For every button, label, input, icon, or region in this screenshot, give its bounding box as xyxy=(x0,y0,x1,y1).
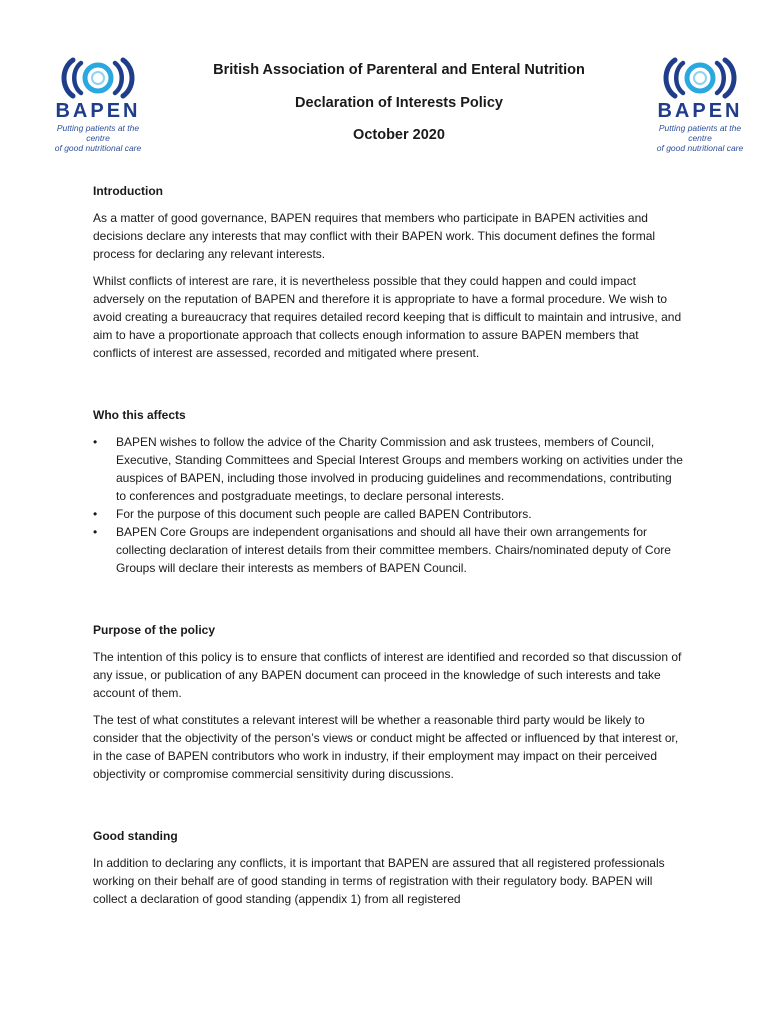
purpose-heading: Purpose of the policy xyxy=(93,623,216,637)
document-title: British Association of Parenteral and Enteral Nutrition xyxy=(213,62,585,78)
bapen-logo-left xyxy=(50,56,146,153)
logo-tagline xyxy=(50,123,146,153)
list-item-text: For the purpose of this document such people are called BAPEN Contributors. xyxy=(116,507,532,521)
list-item xyxy=(93,505,683,523)
list-item xyxy=(93,523,683,577)
logo-brand: BAPEN xyxy=(657,100,743,122)
who-heading: Who this affects xyxy=(93,408,186,422)
introduction-heading: Introduction xyxy=(93,184,163,198)
purpose-paragraph-2: The test of what constitutes a relevant interest will be whether a reasonable third party would be likely to consider that the objectivity of the person’s views or conduct might be affected or influenced by that interest or, in the case of BAPEN contributors who work in industry, if their employment may impact on their perceived objectivity or compromise commercial sensitivity during discussions. xyxy=(93,713,679,781)
bapen-emblem-icon xyxy=(661,56,739,100)
section-spacer xyxy=(93,577,683,622)
introduction-paragraph-1: As a matter of good governance, BAPEN requires that members who participate in BAPEN activities and decisions declare any interests that may conflict with their BAPEN work. This document defines the formal process for declaring any relevant interests. xyxy=(93,211,656,261)
purpose-paragraph-1: The intention of this policy is to ensure that conflicts of interest are identified and recorded so that discussion of any issue, or publication of any BAPEN document can proceed in the knowledge of such interests and take account of them. xyxy=(93,650,682,700)
standing-paragraph-1: In addition to declaring any conflicts, it is important that BAPEN are assured that all registered professionals working on their behalf are of good standing in terms of registration with their regulatory body. BAPEN will collect a declaration of good standing (appendix 1) from all registered xyxy=(93,856,665,906)
bullet-icon: • xyxy=(93,435,98,449)
document-body xyxy=(93,183,683,917)
list-item-text: BAPEN wishes to follow the advice of the Charity Commission and ask trustees, members of Council, Executive, Standing Committees and Special Interest Groups and members working on activities under the auspices of BAPEN, including those involved in producing guidelines and recommendations, contributing to conferences and postgraduate meetings, to declare personal interests. xyxy=(116,435,683,503)
logo-brand: BAPEN xyxy=(55,100,141,122)
document-subtitle: Declaration of Interests Policy xyxy=(295,95,503,111)
logo-tagline-line-1: Putting patients at the centre xyxy=(658,123,742,143)
logo-tagline-line-2: of good nutritional care xyxy=(54,143,142,153)
list-item xyxy=(93,433,683,505)
bullet-icon: • xyxy=(93,525,98,539)
section-spacer xyxy=(93,792,683,828)
who-bullet-list xyxy=(93,433,683,577)
bapen-emblem-icon xyxy=(59,56,137,100)
document-date: October 2020 xyxy=(353,127,445,143)
document-header xyxy=(160,60,638,145)
list-item-text: BAPEN Core Groups are independent organisations and should all have their own arrangements for collecting declaration of interest details from their committee members. Chairs/nominated deputy of Core Groups will declare their interests as members of BAPEN Council. xyxy=(116,525,671,575)
standing-heading: Good standing xyxy=(93,829,178,843)
logo-tagline-line-2: of good nutritional care xyxy=(656,143,744,153)
bullet-icon: • xyxy=(93,507,98,521)
bapen-logo-right xyxy=(652,56,748,153)
introduction-paragraph-2: Whilst conflicts of interest are rare, it is nevertheless possible that they could happen and could impact adversely on the reputation of BAPEN and therefore it is appropriate to have a formal procedure. We wish to avoid creating a bureaucracy that requires detailed record keeping that is difficult to maintain and intrusive, and aim to have a proportionate approach that collects enough information to assure BAPEN members that conflicts of interest are assessed, recorded and mitigated where present. xyxy=(93,274,682,360)
logo-tagline xyxy=(652,123,748,153)
section-spacer xyxy=(93,371,683,407)
logo-tagline-line-1: Putting patients at the centre xyxy=(56,123,140,143)
